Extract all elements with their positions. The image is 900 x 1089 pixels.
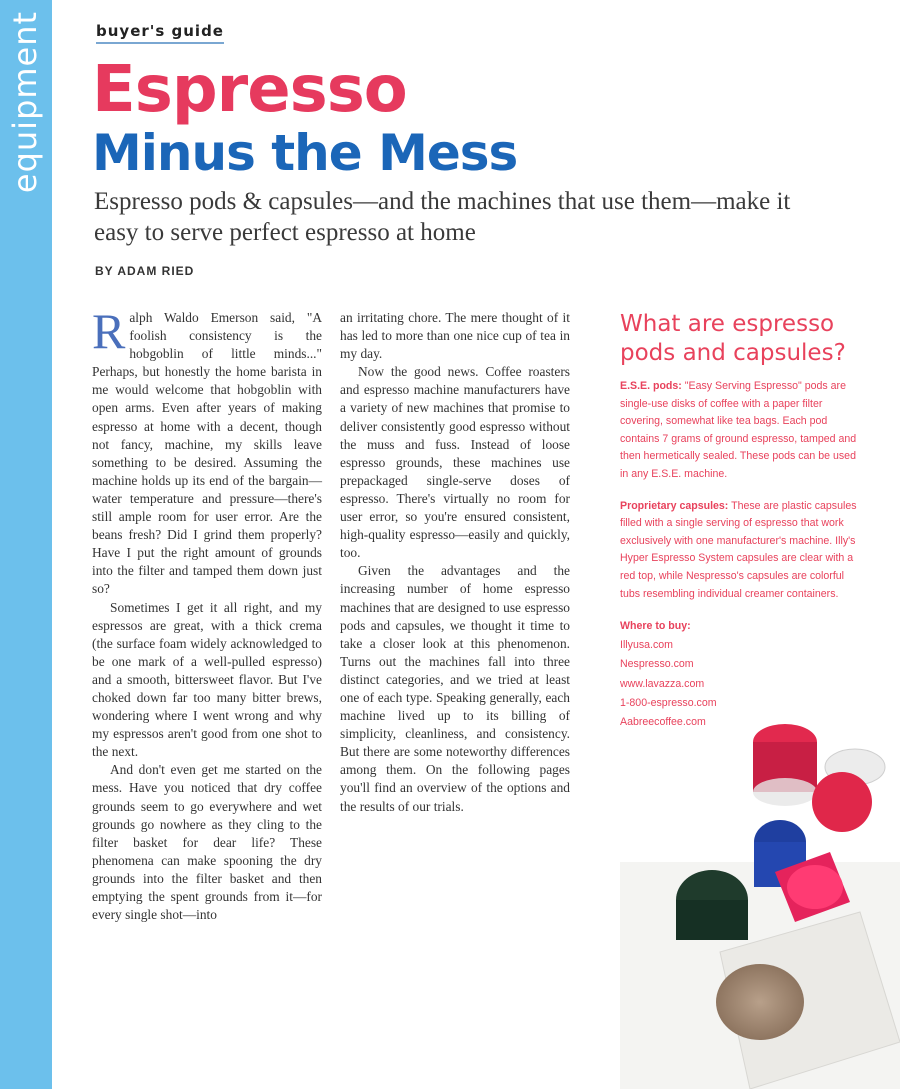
article-column-2 <box>340 309 570 816</box>
where-item: Illyusa.com <box>620 639 673 652</box>
proprietary-paragraph: Proprietary capsules: These are plastic capsules filled with a single serving of espresso that work exclusively with one manufacturer's machine. Illy's Hyper Espresso System capsules are clear with a red top, while Nespresso's capsules are colorful tubs resembling individual creamer containers. <box>620 499 857 600</box>
where-item: www.lavazza.com <box>620 677 705 690</box>
byline: BY ADAM RIED <box>95 264 195 278</box>
sidebar-label: equipment <box>6 10 44 194</box>
drop-cap: R <box>92 303 126 359</box>
paragraph: an irritating chore. The mere thought of it has led to more than one nice cup of tea in my day. <box>340 310 570 362</box>
paragraph: And don't even get me started on the mess. Have you noticed that dry coffee grounds seem to go everywhere and wet grounds go nowhere as they cling to the filter basket for dear life? These phenomena can make spooning the dry grounds into the filter basket and then emptying the spent grounds from it—for every single shot—into <box>92 762 322 923</box>
capsules-photo <box>620 712 900 1089</box>
article-column-1 <box>92 303 322 924</box>
dark-green-capsule <box>676 870 748 940</box>
clear-red-capsule <box>812 749 885 832</box>
where-item: Aabreecoffee.com <box>620 715 706 728</box>
sidebar-title: What are espresso pods and capsules? <box>620 311 846 366</box>
espresso-pod <box>716 964 804 1040</box>
title-line-2: Minus the Mess <box>92 124 518 182</box>
ese-label: E.S.E. pods: <box>620 380 682 392</box>
section-label: buyer's guide <box>96 22 224 44</box>
paragraph: Given the advantages and the increasing number of home espresso machines that are designed to use espresso pods and capsules, we thought it time to take a closer look at this phenomenon. Turns out the machines fall into three distinct categories, and we tried at least one of each type. Speaking generally, each machine lived up to its billing of simplicity, cleanliness, and consistency. But there are some noteworthy differences among them. On the following pages you'll find an overview of the options and the results of our trials. <box>340 563 570 814</box>
sidebar-strip <box>0 0 52 1089</box>
red-capsule-top <box>753 724 817 806</box>
where-to-buy-label: Where to buy: <box>620 620 691 633</box>
ese-paragraph: E.S.E. pods: "Easy Serving Espresso" pods are single-use disks of coffee with a paper filter covering, somewhat like tea bags. Each pod contains 7 grams of ground espresso, tamped and then hermetically sealed. These pods can be used in any E.S.E. machine. <box>620 380 857 480</box>
paragraph: Now the good news. Coffee roasters and espresso machine manufacturers have a variety of new machines that promise to deliver consistently good espresso without the muss and fuss. Instead of loose espresso grounds, these machines use prepackaged single-serve doses of espresso. There's virtually no room for user error, so you're ensured consistent, high-quality espresso—easily and quickly, too. <box>340 364 570 561</box>
paragraph: Ralph Waldo Emerson said, "A foolish consistency is the hobgoblin of little minds..." Perhaps, but honestly the home barista in me would welcome that hobgoblin with open arms. Even after years of making espresso at home with a decent, though not fancy, machine, my skills leave something to be desired. Assuming the machine holds up its end of the bargain—water temperature and pressure—there's still ample room for user error. Are the beans fresh? Did I grind them properly? Have I put the right amount of grounds into the filter and tamped them down just so? <box>92 303 322 597</box>
sidebar-box <box>620 310 860 732</box>
where-item: 1-800-espresso.com <box>620 696 717 709</box>
proprietary-label: Proprietary capsules: <box>620 499 729 512</box>
deck-subtitle: Espresso pods & capsules—and the machines that use them—make it easy to serve perfect espresso at home <box>94 188 791 246</box>
title-line-1: Espresso <box>92 53 407 127</box>
paragraph: Sometimes I get it all right, and my espressos are great, with a thick crema (the surface foam widely acknowledged to be one mark of a well-pulled espresso) and a smooth, bittersweet flavor. But I've choked down far too many bitter brews, wondering where I went wrong and why my espressos aren't good from one shot to the next. <box>92 599 322 760</box>
where-item: Nespresso.com <box>620 658 694 671</box>
